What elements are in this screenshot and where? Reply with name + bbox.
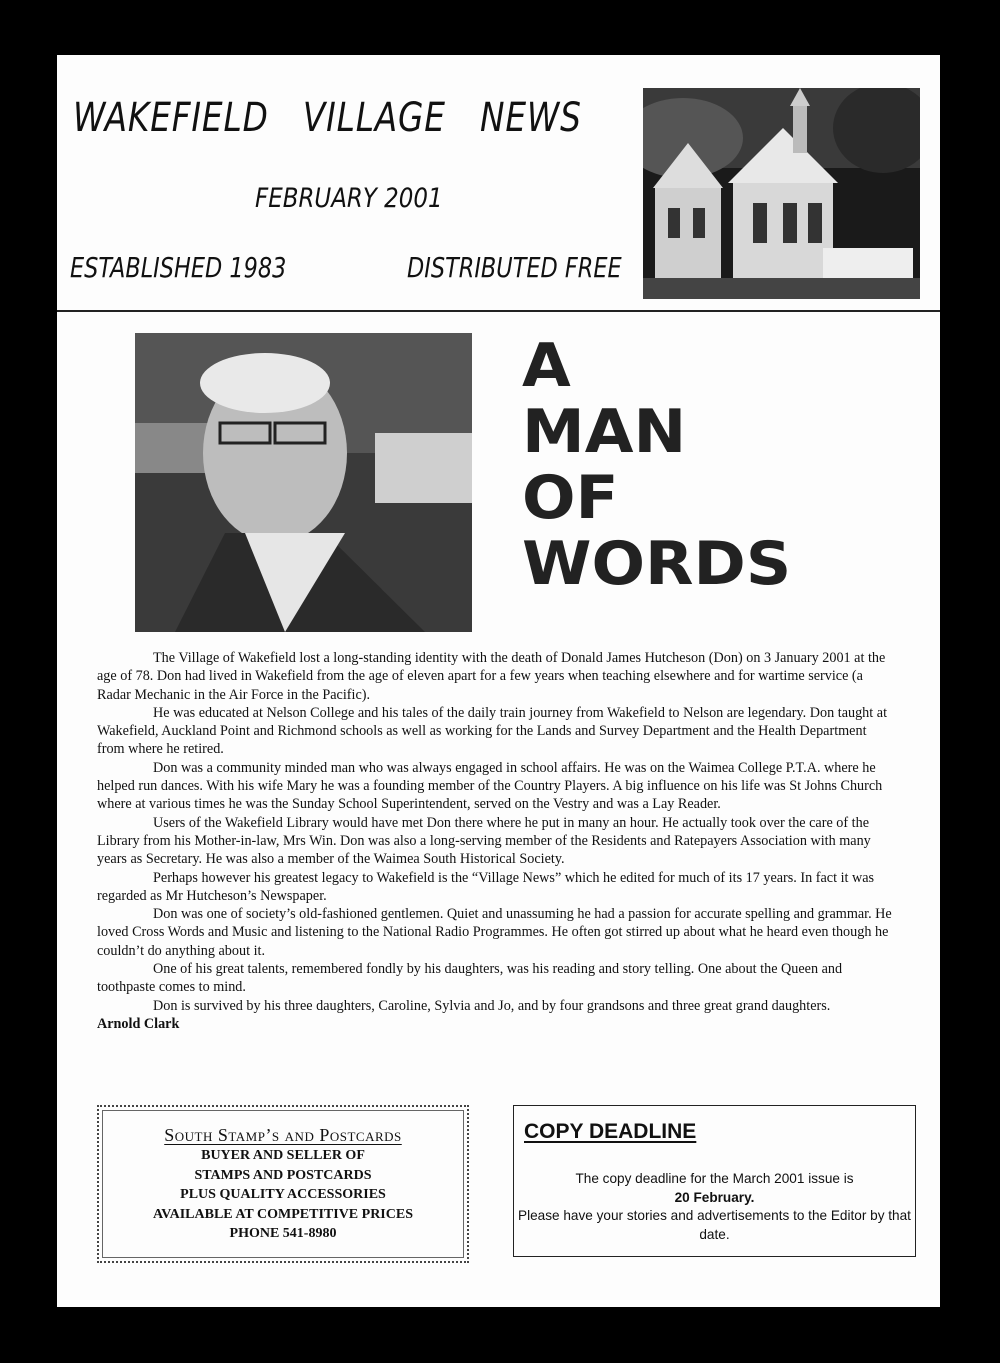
- masthead-rule: [57, 310, 940, 312]
- article-paragraph: Don was a community minded man who was always engaged in school affairs. He was on the Waimea College P.T.A. where he helped run dances. With his wife Mary he was a founding member of the Country Players. A big influence on his life was St Johns Church where at various times he was the Sunday School Superintendent, served on the Vestry and was a Lay Reader.: [97, 759, 883, 813]
- article-paragraph: Don was one of society’s old-fashioned gentlemen. Quiet and unassuming he had a passion for accurate spelling and grammar. He loved Cross Words and Music and listening to the National Radio Programmes. He often got stirred up about what he heard even though he couldn’t do anything about it.: [97, 906, 892, 959]
- copy-deadline-text: The copy deadline for the March 2001 issue is: [575, 1171, 854, 1186]
- church-photo: [643, 88, 920, 299]
- issue-date: FEBRUARY 2001: [255, 183, 443, 214]
- article-body: [97, 649, 897, 1033]
- portrait-photo: [135, 333, 472, 632]
- article-paragraph: Users of the Wakefield Library would have met Don there where he put in many an hour. He actually took over the care of the Library from his Mother-in-law, Mrs Win. Don was also a long-serving member of the Residents and Ratepayers Association with many years as Secretary. He was also a member of the Waimea South Historical Society.: [97, 814, 871, 868]
- headline-line: A: [522, 331, 571, 401]
- stamp-advertisement: [97, 1105, 469, 1263]
- newsletter-page: [57, 55, 940, 1307]
- copy-deadline-text: Please have your stories and advertisements to the Editor by that date.: [518, 1208, 911, 1242]
- byline: Arnold Clark: [97, 1015, 180, 1032]
- ad-line: BUYER AND SELLER OF: [201, 1148, 365, 1163]
- article-paragraph: Don is survived by his three daughters, Caroline, Sylvia and Jo, and by four grandsons and three great grand daughters.: [153, 997, 831, 1014]
- headline: [522, 333, 791, 597]
- headline-line: MAN: [522, 397, 687, 467]
- headline-line: OF: [522, 463, 619, 533]
- headline-line: WORDS: [522, 529, 792, 599]
- article-paragraph: One of his great talents, remembered fondly by his daughters, was his reading and story telling. One about the Queen and toothpaste comes to mind.: [97, 961, 843, 996]
- article-paragraph: Perhaps however his greatest legacy to Wakefield is the “Village News” which he edited for much of its 17 years. In fact it was regarded as Mr Hutcheson’s Newspaper.: [97, 869, 875, 904]
- ad-line: PLUS QUALITY ACCESSORIES: [180, 1187, 386, 1202]
- copy-deadline-body: [514, 1170, 915, 1244]
- established-label: ESTABLISHED 1983: [70, 251, 287, 284]
- distribution-label: DISTRIBUTED FREE: [407, 251, 622, 284]
- ad-line: AVAILABLE AT COMPETITIVE PRICES: [153, 1206, 413, 1222]
- ad-phone: PHONE 541-8980: [229, 1226, 337, 1241]
- article-paragraph: The Village of Wakefield lost a long-standing identity with the death of Donald James Hutcheson (Don) on 3 January 2001 at the age of 78. Don had lived in Wakefield from the age of eleven apart for a few years when teaching elsewhere and for wartime service (a Radar Mechanic in the Air Force in the Pacific).: [97, 650, 886, 703]
- copy-deadline-date: 20 February.: [674, 1189, 755, 1205]
- copy-deadline-box: [513, 1105, 916, 1257]
- ad-title: South Stamp’s and Postcards: [164, 1125, 402, 1145]
- article-paragraph: He was educated at Nelson College and his tales of the daily train journey from Wakefield to Nelson are legendary. Don taught at Wakefield, Auckland Point and Richmond schools as well as working for the Lands and Survey Department and the Health Department from where he retired.: [97, 704, 888, 758]
- masthead-title: WAKEFIELD VILLAGE NEWS: [73, 95, 582, 141]
- copy-deadline-title: COPY DEADLINE: [524, 1120, 697, 1143]
- ad-line: STAMPS AND POSTCARDS: [194, 1167, 372, 1183]
